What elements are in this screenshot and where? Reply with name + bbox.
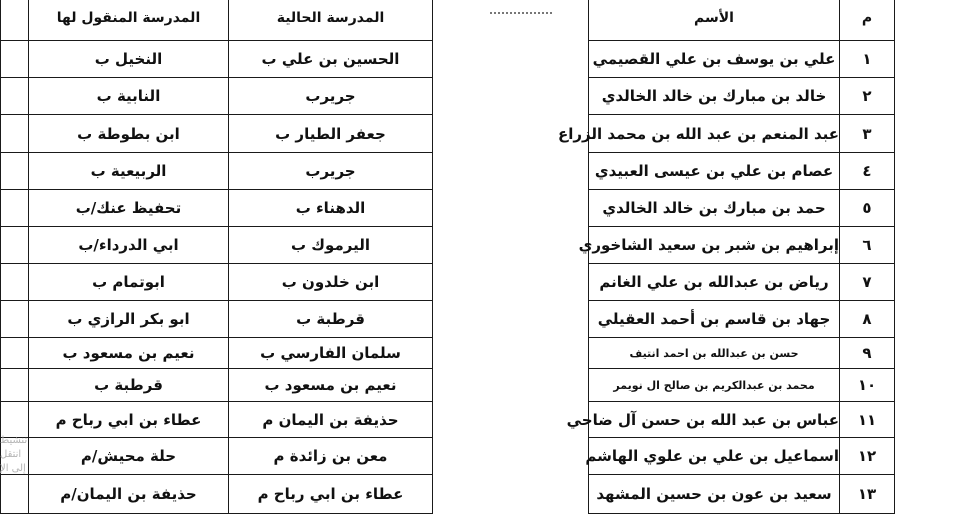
school-row xyxy=(1,190,433,227)
person-name: رياض بن عبدالله بن علي الغانم xyxy=(589,264,840,301)
school-row xyxy=(1,338,433,369)
person-name: خالد بن مبارك بن خالد الخالدي xyxy=(589,78,840,115)
person-name: جهاد بن قاسم بن أحمد العقيلي xyxy=(589,301,840,338)
edge-cell xyxy=(1,115,29,153)
school-row xyxy=(1,369,433,402)
name-row xyxy=(589,264,895,301)
edge-cell xyxy=(1,264,29,301)
transferred-school: الربيعية ب xyxy=(29,153,229,190)
row-number: ١٢ xyxy=(840,438,895,475)
schools-header-row xyxy=(1,0,433,41)
row-number: ٥ xyxy=(840,190,895,227)
edge-cell xyxy=(1,0,29,41)
person-name: عباس بن عبد الله بن حسن آل ضاحي xyxy=(589,402,840,438)
current-school: ابن خلدون ب xyxy=(229,264,433,301)
edge-cell xyxy=(1,153,29,190)
edge-cell xyxy=(1,227,29,264)
header-name: الأسم xyxy=(589,0,840,41)
school-row xyxy=(1,402,433,438)
edge-cell xyxy=(1,301,29,338)
row-number: ٩ xyxy=(840,338,895,369)
school-row xyxy=(1,301,433,338)
current-school: جريرب xyxy=(229,78,433,115)
name-row xyxy=(589,115,895,153)
row-number: ٢ xyxy=(840,78,895,115)
transferred-school: تحفيظ عنك/ب xyxy=(29,190,229,227)
edge-cell xyxy=(1,190,29,227)
current-school: اليرموك ب xyxy=(229,227,433,264)
current-school: الحسين بن علي ب xyxy=(229,41,433,78)
school-row xyxy=(1,115,433,153)
row-number: ١٣ xyxy=(840,475,895,514)
transferred-school: النخيل ب xyxy=(29,41,229,78)
name-row xyxy=(589,369,895,402)
row-number: ١ xyxy=(840,41,895,78)
person-name: اسماعيل بن علي بن علوي الهاشم xyxy=(589,438,840,475)
current-school: جعفر الطيار ب xyxy=(229,115,433,153)
edge-cell xyxy=(1,402,29,438)
edge-cell xyxy=(1,41,29,78)
name-row xyxy=(589,438,895,475)
transferred-school: ابي الدرداء/ب xyxy=(29,227,229,264)
row-number: ٨ xyxy=(840,301,895,338)
current-school: جريرب xyxy=(229,153,433,190)
transferred-school: نعيم بن مسعود ب xyxy=(29,338,229,369)
name-row xyxy=(589,301,895,338)
name-row xyxy=(589,475,895,514)
row-number: ١٠ xyxy=(840,369,895,402)
school-row xyxy=(1,475,433,514)
current-school: نعيم بن مسعود ب xyxy=(229,369,433,402)
name-row xyxy=(589,338,895,369)
names-header-row xyxy=(589,0,895,41)
person-name: عبد المنعم بن عبد الله بن محمد الزراع xyxy=(589,115,840,153)
schools-table xyxy=(0,0,433,514)
edge-cell xyxy=(1,78,29,115)
school-row xyxy=(1,264,433,301)
transferred-school: عطاء بن ابي رباح م xyxy=(29,402,229,438)
current-school: حذيفة بن اليمان م xyxy=(229,402,433,438)
row-number: ٣ xyxy=(840,115,895,153)
header-number: م xyxy=(840,0,895,41)
watermark-line-1: تنشيط xyxy=(0,435,28,446)
row-number: ٧ xyxy=(840,264,895,301)
watermark-line-2: انتقل إلى الإ xyxy=(0,449,26,474)
names-table xyxy=(557,0,895,514)
person-name: حسن بن عبدالله بن احمد انتيف xyxy=(589,338,840,369)
school-row xyxy=(1,153,433,190)
current-school: عطاء بن ابي رباح م xyxy=(229,475,433,514)
transferred-school: حلة محيش/م xyxy=(29,438,229,475)
person-name: علي بن يوسف بن علي القصيمي xyxy=(589,41,840,78)
person-name: عصام بن علي بن عيسى العبيدي xyxy=(589,153,840,190)
transferred-school: قرطبة ب xyxy=(29,369,229,402)
person-name: إبراهيم بن شبر بن سعيد الشاخوري xyxy=(589,227,840,264)
current-school: الدهناء ب xyxy=(229,190,433,227)
school-row xyxy=(1,41,433,78)
current-school: معن بن زائدة م xyxy=(229,438,433,475)
person-name: محمد بن عبدالكريم بن صالح ال نويمر xyxy=(589,369,840,402)
transferred-school: النابية ب xyxy=(29,78,229,115)
row-number: ١١ xyxy=(840,402,895,438)
person-name: سعيد بن عون بن حسين المشهد xyxy=(589,475,840,514)
name-row xyxy=(589,227,895,264)
school-row xyxy=(1,227,433,264)
activation-watermark xyxy=(0,434,26,484)
name-row xyxy=(589,190,895,227)
current-school: سلمان الفارسي ب xyxy=(229,338,433,369)
name-row xyxy=(589,153,895,190)
row-number: ٤ xyxy=(840,153,895,190)
header-current-school: المدرسة الحالية xyxy=(229,0,433,41)
name-row xyxy=(589,41,895,78)
transferred-school: حذيفة بن اليمان/م xyxy=(29,475,229,514)
school-row xyxy=(1,78,433,115)
school-row xyxy=(1,438,433,475)
row-number: ٦ xyxy=(840,227,895,264)
person-name: حمد بن مبارك بن خالد الخالدي xyxy=(589,190,840,227)
transferred-school: ابوتمام ب xyxy=(29,264,229,301)
scan-artifact-dots xyxy=(490,12,552,16)
edge-cell xyxy=(1,369,29,402)
transferred-school: ابو بكر الرازي ب xyxy=(29,301,229,338)
name-row xyxy=(589,402,895,438)
transferred-school: ابن بطوطة ب xyxy=(29,115,229,153)
header-transferred-school: المدرسة المنقول لها xyxy=(29,0,229,41)
edge-cell xyxy=(1,338,29,369)
name-row xyxy=(589,78,895,115)
current-school: قرطبة ب xyxy=(229,301,433,338)
